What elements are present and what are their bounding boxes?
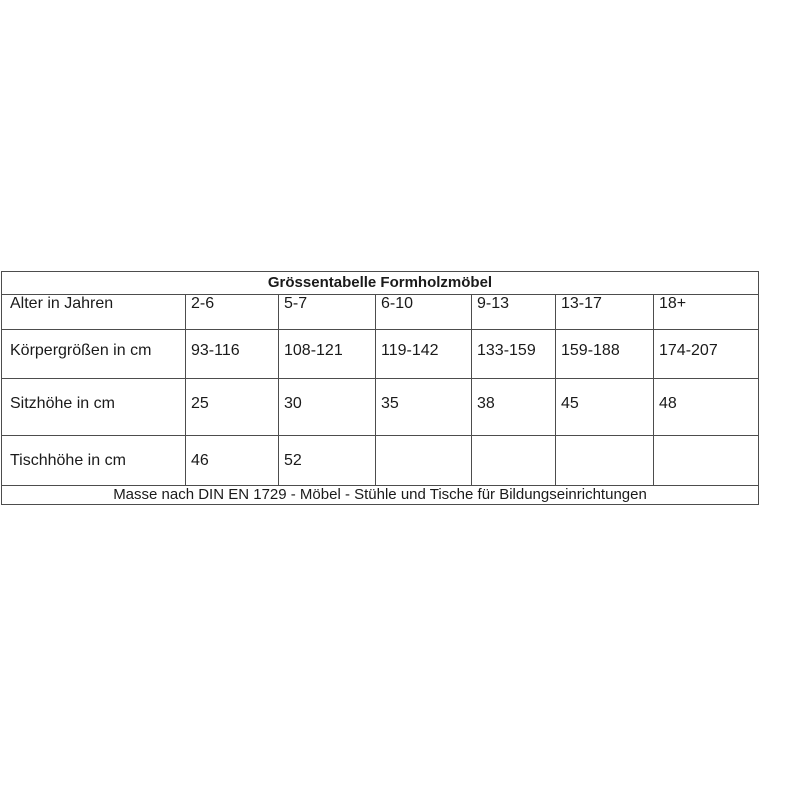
row-divider [2,435,758,436]
row-divider [2,378,758,379]
size-table [1,271,759,505]
table-cell: 9-13 [477,295,510,312]
column-divider [555,378,556,435]
table-cell: 35 [381,395,399,412]
column-divider [278,294,279,329]
table-cell: 119-142 [381,342,439,359]
column-divider [471,378,472,435]
table-cell: 52 [284,452,302,469]
table-cell: 38 [477,395,495,412]
row-label: Sitzhöhe in cm [10,395,115,412]
table-cell: 18+ [659,295,687,312]
table-footer: Masse nach DIN EN 1729 - Möbel - Stühle und Tische für Bildungseinrichtungen [113,486,647,503]
table-cell: 6-10 [381,295,414,312]
table-title: Grössentabelle Formholzmöbel [267,274,493,291]
table-cell: 30 [284,395,302,412]
column-divider [471,435,472,485]
column-divider [185,378,186,435]
column-divider [653,294,654,329]
column-divider [278,435,279,485]
table-cell: 159-188 [561,342,620,359]
table-cell: 46 [191,452,209,469]
row-divider [2,329,758,330]
table-cell: 133-159 [477,342,536,359]
column-divider [375,329,376,378]
column-divider [471,294,472,329]
column-divider [375,294,376,329]
column-divider [185,435,186,485]
column-divider [653,378,654,435]
column-divider [375,378,376,435]
table-cell: 5-7 [284,295,308,312]
column-divider [471,329,472,378]
column-divider [278,378,279,435]
column-divider [185,329,186,378]
table-cell: 45 [561,395,579,412]
row-label: Alter in Jahren [10,295,114,312]
column-divider [278,329,279,378]
row-label: Körpergrößen in cm [10,342,152,359]
row-divider [2,294,758,295]
column-divider [375,435,376,485]
column-divider [185,294,186,329]
column-divider [653,435,654,485]
column-divider [555,294,556,329]
table-cell: 13-17 [561,295,602,312]
table-cell: 2-6 [191,295,215,312]
table-cell: 174-207 [659,342,718,359]
table-cell: 48 [659,395,677,412]
column-divider [653,329,654,378]
table-cell: 93-116 [191,342,240,359]
row-divider [2,485,758,486]
table-cell: 108-121 [284,342,343,359]
column-divider [555,435,556,485]
column-divider [555,329,556,378]
table-cell: 25 [191,395,209,412]
row-label: Tischhöhe in cm [10,452,126,469]
